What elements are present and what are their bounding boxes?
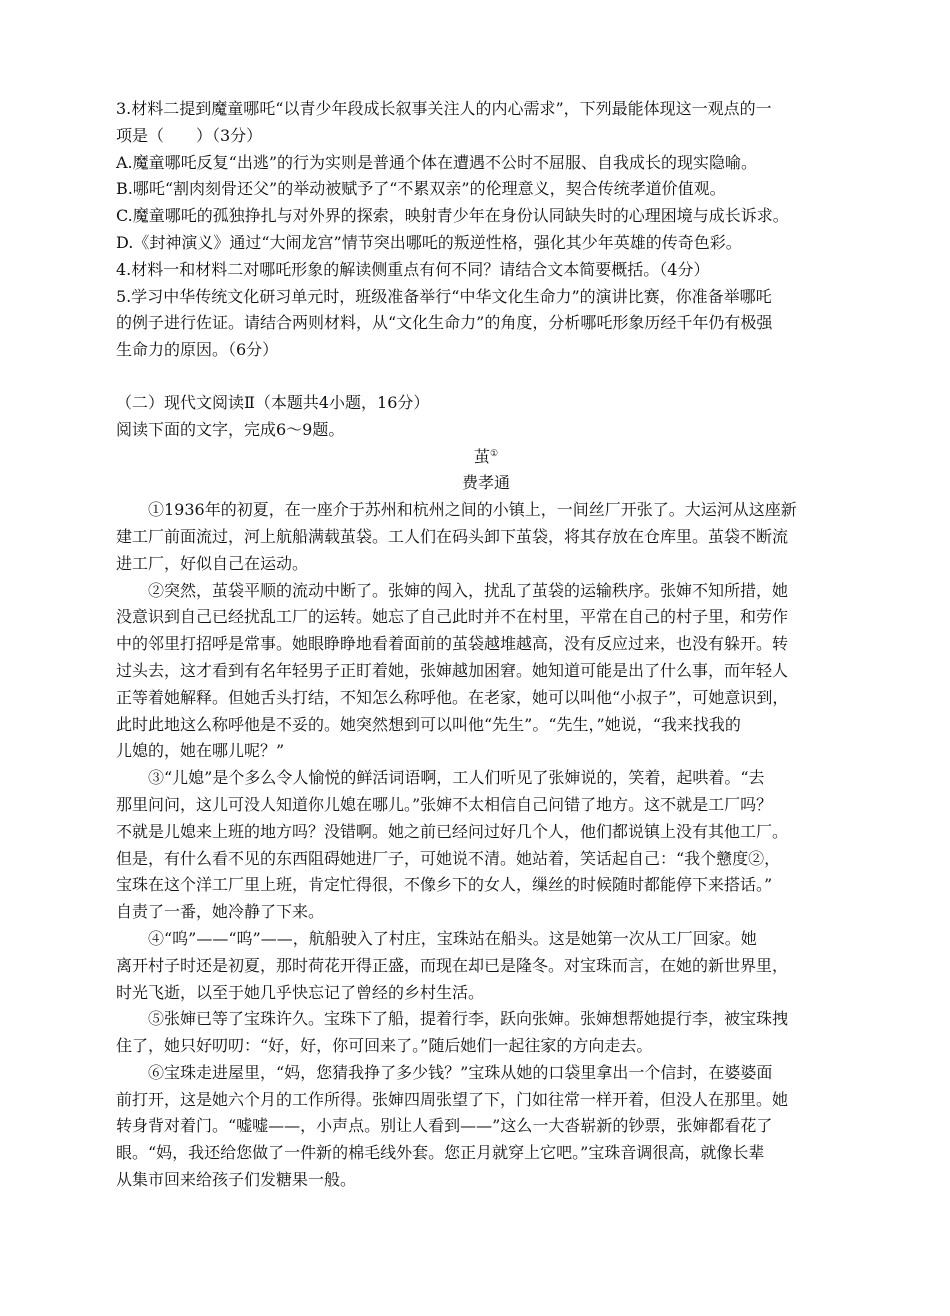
paragraph-line: 正等着她解释。但她舌头打结，不知怎么称呼他。在老家，她可以叫他“小叔子”，可她意识到， (116, 687, 789, 707)
paragraph-line: 过头去，这才看到有名年轻男子正盯着她，张婶越加困窘。她知道可能是出了什么事，而年轻人 (116, 660, 789, 680)
section-instruction: 阅读下面的文字，完成6～9题。 (116, 419, 345, 439)
paragraph-line: ⑥宝珠走进屋里，“妈，您猜我挣了多少钱？”宝珠从她的口袋里拿出一个信封，在婆婆面 (148, 1062, 773, 1082)
paragraph-line: 自责了一番，她冷静了下来。 (116, 902, 325, 922)
spacer (116, 364, 856, 390)
paragraph-line: 时光飞逝，以至于她几乎快忘记了曾经的乡村生活。 (116, 982, 485, 1002)
paragraph-line: 前打开，这是她六个月的工作所得。张婶四周张望了下，门如往常一样开着，但没人在那里。她 (116, 1089, 789, 1109)
passage-paragraph (116, 1060, 856, 1194)
paragraph-line: ⑤张婶已等了宝珠许久。宝珠下了船，提着行李，跃向张婶。张婶想帮她提行李，被宝珠拽 (148, 1009, 789, 1029)
paragraph-line: ③“儿媳”是个多么令人愉悦的鲜活词语啊，工人们听见了张婶说的，笑着，起哄着。“去 (148, 768, 765, 788)
paragraph-line: ①1936年的初夏，在一座介于苏州和杭州之间的小镇上，一间丝厂开张了。大运河从这座新 (148, 500, 797, 520)
paragraph-line: 此时此地这么称呼他是不妥的。她突然想到可以叫他“先生”。“先生，”她说，“我来找我的 (116, 714, 741, 734)
question-line: 3.材料二提到魔童哪吒“以青少年段成长叙事关注人的内心需求”，下列最能体现这一观点的一 (116, 99, 772, 118)
question-line: 生命力的原因。（6分） (116, 340, 279, 360)
question-line: D.《封神演义》通过“大闹龙宫”情节突出哪吒的叛逆性格，强化其少年英雄的传奇色彩。 (116, 232, 742, 252)
passage-title (116, 444, 856, 471)
paragraph-line: 儿媳的，她在哪儿呢？” (116, 741, 285, 761)
paragraph-line: 不就是儿媳来上班的地方吗？没错啊。她之前已经问过好几个人，他们都说镇上没有其他工厂。 (116, 821, 789, 841)
passage-body (116, 497, 856, 1194)
paragraph-line: 从集市回来给孩子们发糖果一般。 (116, 1170, 357, 1190)
paragraph-line: 转身背对着门。“嘘嘘——，小声点。别让人看到——”这么一大沓崭新的钞票，张婶都看花了 (116, 1116, 773, 1136)
paragraph-line: 中的邻里打招呼是常事。她眼睁睁地看着面前的茧袋越堆越高，没有反应过来，也没有躲开。转 (116, 634, 789, 654)
question-item (116, 284, 856, 364)
paragraph-line: ②突然，茧袋平顺的流动中断了。张婶的闯入，扰乱了茧袋的运输秩序。张婶不知所措，她 (148, 580, 789, 600)
question-list (116, 96, 856, 364)
section-heading: （二）现代文阅读Ⅱ（本题共4小题，16分） (116, 392, 430, 412)
passage-paragraph (116, 497, 856, 577)
paragraph-line: 建工厂前面流过，河上航船满载茧袋。工人们在码头卸下茧袋，将其存放在仓库里。茧袋不断流 (116, 526, 789, 546)
footnote-marker: ① (489, 448, 499, 459)
passage-paragraph (116, 578, 856, 766)
document-page (116, 96, 856, 1194)
paragraph-line: ④“呜”——“呜”——，航船驶入了村庄，宝珠站在船头。这是她第一次从工厂回家。她 (148, 928, 757, 948)
paragraph-line: 进工厂，好似自己在运动。 (116, 553, 309, 573)
paragraph-line: 但是，有什么看不见的东西阻碍她进厂子，可她说不清。她站着，笑话起自己：“我个戆度②， (116, 848, 781, 868)
question-line: B.哪吒“割肉刻骨还父”的举动被赋予了“不累双亲”的伦理意义，契合传统孝道价值观。 (116, 179, 726, 199)
paragraph-line: 离开村子时还是初夏，那时荷花开得正盛，而现在却已是隆冬。对宝珠而言，在她的新世界里， (116, 955, 789, 975)
passage-paragraph (116, 926, 856, 1006)
question-item (116, 203, 856, 230)
question-item (116, 150, 856, 177)
paragraph-line: 那里问问，这儿可没人知道你儿媳在哪儿。”张婶不太相信自己问错了地方。这不就是工厂吗？ (116, 794, 773, 814)
question-line: 的例子进行佐证。请结合两则材料，从“文化生命力”的角度，分析哪吒形象历经千年仍有极强 (116, 313, 773, 333)
passage-title-text: 茧 (473, 446, 490, 466)
passage-author: 费孝通 (461, 473, 510, 493)
question-item (116, 96, 856, 150)
paragraph-line: 住了，她只好叨叨：“好，好，你可回来了。”随后她们一起往家的方向走去。 (116, 1036, 653, 1056)
paragraph-line: 眼。“妈，我还给您做了一件新的棉毛线外套。您正月就穿上它吧。”宝珠音调很高，就像长辈 (116, 1143, 765, 1163)
paragraph-line: 没意识到自己已经扰乱工厂的运转。她忘了自己此时并不在村里，平常在自己的村子里，和劳作 (116, 607, 789, 627)
paragraph-line: 宝珠在这个洋工厂里上班，肯定忙得很，不像乡下的女人，缫丝的时候随时都能停下来搭话。” (116, 875, 773, 895)
question-line: 4.材料一和材料二对哪吒形象的解读侧重点有何不同？请结合文本简要概括。（4分） (116, 259, 710, 279)
question-line: C.魔童哪吒的孤独挣扎与对外界的探索，映射青少年在身份认同缺失时的心理困境与成长诉求。 (116, 206, 789, 226)
question-line: 5.学习中华传统文化研习单元时，班级准备举行“中华文化生命力”的演讲比赛，你准备举哪吒 (116, 286, 772, 306)
question-item (116, 176, 856, 203)
question-line: 项是（ ）（3分） (116, 125, 263, 145)
passage-paragraph (116, 1006, 856, 1060)
passage-paragraph (116, 765, 856, 926)
question-item (116, 257, 856, 284)
question-line: A.魔童哪吒反复“出逃”的行为实则是普通个体在遭遇不公时不屈服、自我成长的现实隐喻。 (116, 152, 758, 172)
question-item (116, 230, 856, 257)
